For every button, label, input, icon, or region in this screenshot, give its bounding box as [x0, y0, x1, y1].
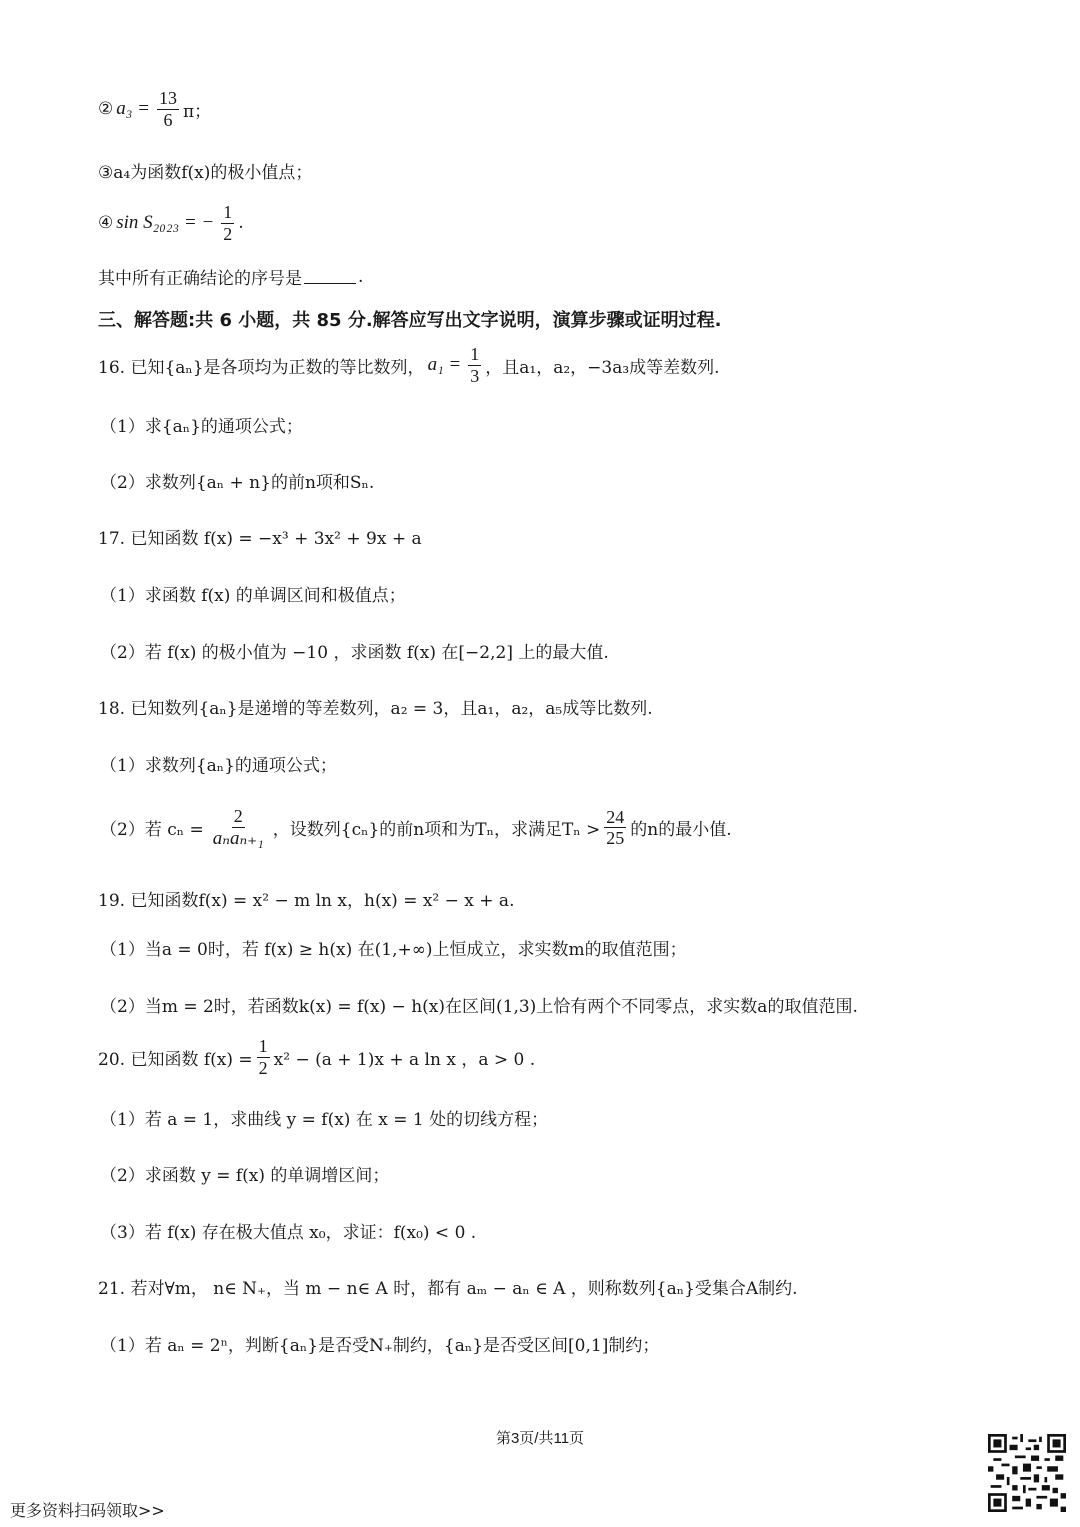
- fraction-numerator: 13: [158, 88, 177, 108]
- q17-part2: （2）若 f(x) 的极小值为 −10 ，求函数 f(x) 在[−2,2] 上的最大值.: [100, 643, 609, 663]
- choice-4: [98, 202, 244, 244]
- fraction-numerator: 1: [223, 202, 233, 222]
- choice-2-tail: π；: [182, 101, 212, 122]
- q21-part1: （1）若 aₙ = 2ⁿ，判断{aₙ}是否受N₊制约，{aₙ}是否受区间[0,1]制约；: [100, 1336, 660, 1356]
- answer-prompt-text: 其中所有正确结论的序号是: [98, 269, 302, 289]
- answer-prompt-end: .: [358, 266, 364, 287]
- q16-part2: （2）求数列{aₙ + n}的前n项和Sₙ.: [100, 473, 375, 493]
- fraction-denominator: 25: [606, 828, 625, 849]
- fraction-denominator: 2: [223, 223, 233, 244]
- q20-stem: [98, 1036, 535, 1078]
- q20-part2: （2）求函数 y = f(x) 的单调增区间；: [100, 1166, 390, 1186]
- fraction-numerator: 1: [258, 1036, 268, 1056]
- q17-part1: （1）求函数 f(x) 的单调区间和极值点；: [100, 586, 406, 606]
- fraction-numerator: 2: [233, 806, 243, 826]
- q18-part2-b: ，设数列{cₙ}的前n项和为Tₙ，求满足Tₙ >: [272, 820, 601, 841]
- q19-part1: （1）当a = 0时，若 f(x) ≥ h(x) 在(1,+∞)上恒成立，求实数m的取值范围；: [100, 940, 687, 960]
- q20-stem-b: x² − (a + 1)x + a ln x ，a > 0 .: [273, 1049, 536, 1070]
- fraction-cn: [208, 806, 269, 850]
- q20-stem-a: 20. 已知函数 f(x) =: [98, 1049, 253, 1070]
- answer-blank: [304, 269, 356, 284]
- choice-2-marker: ②: [98, 99, 114, 120]
- choice-2-math: a₃ =: [116, 98, 150, 120]
- fraction-denominator: 6: [163, 109, 173, 130]
- fraction-denominator: 3: [470, 365, 480, 386]
- q18-part2-a: （2）若 cₙ =: [100, 820, 204, 841]
- q16-part1: （1）求{aₙ}的通项公式；: [100, 417, 303, 437]
- choice-4-math: sin S₂₀₂₃ = −: [116, 212, 215, 234]
- q16-stem: [98, 344, 720, 386]
- section-header: 三、解答题:共 6 小题，共 85 分.解答应写出文字说明，演算步骤或证明过程.: [98, 310, 722, 331]
- choice-4-tail: .: [238, 213, 244, 234]
- choice-4-marker: ④: [98, 213, 114, 234]
- choice-3: [98, 158, 312, 183]
- choice-2: [98, 88, 211, 130]
- q17-stem: 17. 已知函数 f(x) = −x³ + 3x² + 9x + a: [98, 529, 422, 549]
- q16-stem-a: 16. 已知{aₙ}是各项均为正数的等比数列，: [98, 357, 425, 378]
- fraction-13-6: [157, 88, 179, 130]
- q16-stem-b: ，且a₁，a₂，−3a₃成等差数列.: [485, 357, 720, 378]
- q19-part2: （2）当m = 2时，若函数k(x) = f(x) − h(x)在区间(1,3)上恰有两个不同零点，求实数a的取值范围.: [100, 997, 858, 1017]
- q20-part1: （1）若 a = 1，求曲线 y = f(x) 在 x = 1 处的切线方程；: [100, 1110, 549, 1130]
- fraction-numerator: 1: [470, 344, 480, 364]
- q19-stem: 19. 已知函数f(x) = x² − m ln x，h(x) = x² − x + a.: [98, 891, 515, 911]
- q18-part2-c: 的n的最小值.: [630, 820, 732, 841]
- q20-part3: （3）若 f(x) 存在极大值点 x₀，求证：f(x₀) < 0 .: [100, 1223, 477, 1243]
- q16-stem-math: a₁ =: [427, 354, 462, 376]
- promo-text: 更多资料扫码领取>>: [10, 1501, 165, 1520]
- fraction-numerator: 24: [606, 806, 625, 827]
- fraction-24-25: [604, 807, 626, 849]
- fraction-1-3: [468, 344, 481, 386]
- fraction-denominator: aₙaₙ₊₁: [212, 827, 264, 849]
- q21-stem: 21. 若对∀m， n∈ N₊，当 m − n∈ A 时，都有 aₘ − aₙ ∈ A ，则称数列{aₙ}受集合A制约.: [98, 1279, 798, 1299]
- q18-part1: （1）求数列{aₙ}的通项公式；: [100, 756, 337, 776]
- page-number: 第3页/共11页: [495, 1430, 585, 1447]
- answer-prompt: [98, 264, 363, 289]
- q18-part2: [100, 806, 732, 850]
- q18-stem: 18. 已知数列{aₙ}是递增的等差数列，a₂ = 3，且a₁，a₂，a₅成等比数列.: [98, 699, 653, 719]
- choice-3-text: ③a₄为函数f(x)的极小值点；: [98, 163, 313, 183]
- fraction-1-2: [257, 1036, 270, 1078]
- fraction-denominator: 2: [258, 1057, 268, 1078]
- fraction-1-2: [221, 202, 234, 244]
- qr-code-icon: [988, 1434, 1066, 1512]
